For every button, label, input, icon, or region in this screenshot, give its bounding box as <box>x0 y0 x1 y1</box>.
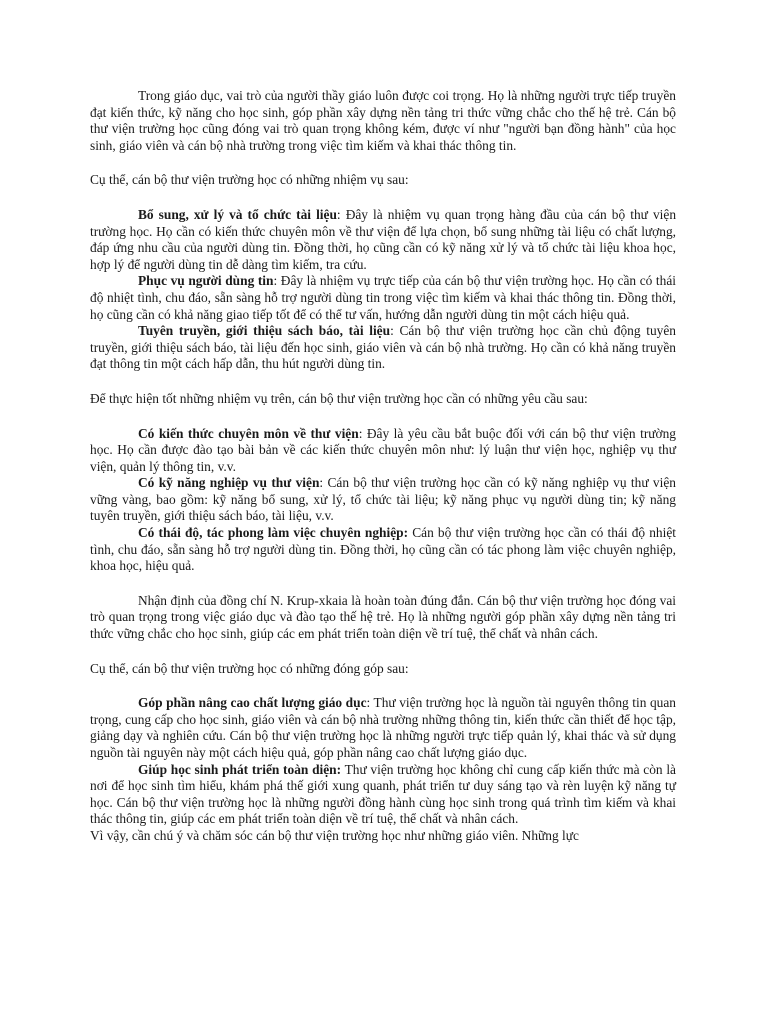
requirement-item <box>90 525 676 575</box>
contribution-item <box>90 695 676 761</box>
contribution-text: : Thư viện trường học là nguồn tài nguyên thông tin quan trọng, cung cấp cho học sinh, giáo viên và cán bộ nhà trường những thông tin, kiến thức cần thiết để học tập, giảng dạy và nghiên cứu. Cán bộ thư viện trường học là những người trực tiếp quản lý, khai thác và sử dụng nguồn tài nguyên này một cách hiệu quả, góp phần nâng cao chất lượng giáo dục. <box>90 695 676 760</box>
requirements-intro: Để thực hiện tốt những nhiệm vụ trên, cán bộ thư viện trường học cần có những yêu cầu sau: <box>90 390 588 406</box>
requirement-title: Có kỹ năng nghiệp vụ thư viện <box>138 475 320 491</box>
requirement-text: : Đây là yêu cầu bắt buộc đối với cán bộ thư viện trường học. Họ cần được đào tạo bài bản về các kiến thức chuyên môn như: lý luận thư viện học, nghiệp vụ thư viện, quản lý thông tin, v.v. <box>90 425 677 474</box>
duty-item <box>90 207 676 273</box>
intro-paragraph: Trong giáo dục, vai trò của người thầy giáo luôn được coi trọng. Họ là những người trực tiếp truyền đạt kiến thức, kỹ năng cho học sinh, góp phần xây dựng nền tảng tri thức vững chắc cho thế hệ trẻ. Cán bộ thư viện trường học cũng đóng vai trò quan trọng không kém, được ví như "người bạn đồng hành" của học sinh, giáo viên và cán bộ nhà trường trong việc tìm kiếm và khai thác thông tin. <box>90 88 676 153</box>
duty-title: Tuyên truyền, giới thiệu sách báo, tài liệu <box>138 323 391 339</box>
closing-paragraph: Vì vậy, cần chú ý và chăm sóc cán bộ thư viện trường học như những giáo viên. Những lực <box>90 827 579 843</box>
contributions-intro: Cụ thể, cán bộ thư viện trường học có những đóng góp sau: <box>90 660 409 676</box>
requirement-title: Có kiến thức chuyên môn về thư viện <box>138 425 359 441</box>
requirement-text: Cán bộ thư viện trường học cần có thái độ nhiệt tình, chu đáo, sẵn sàng hỗ trợ người dùng tin. Đồng thời, họ cũng cần có tác phong làm việc chuyên nghiệp, khoa học, hiệu quả. <box>90 525 676 574</box>
duty-item <box>90 273 676 323</box>
duty-text: : Cán bộ thư viện trường học cần chủ động tuyên truyền, giới thiệu sách báo, tài liệu đến học sinh, giáo viên và cán bộ nhà trường. Họ cần có khả năng truyền đạt thông tin một cách hấp dẫn, thu hút người dùng tin. <box>90 323 676 372</box>
duty-text: : Đây là nhiệm vụ trực tiếp của cán bộ thư viện trường học. Họ cần có thái độ nhiệt tình, chu đáo, sẵn sàng hỗ trợ người dùng tin trong việc tìm kiếm và khai thác thông tin. Đồng thời, họ cũng cần có khả năng giao tiếp tốt để có thể tư vấn, hướng dẫn người dùng tin một cách hiệu quả. <box>90 273 676 322</box>
contribution-item <box>90 762 676 828</box>
duties-intro: Cụ thể, cán bộ thư viện trường học có những nhiệm vụ sau: <box>90 172 409 188</box>
document-body <box>90 88 676 845</box>
contribution-title: Giúp học sinh phát triển toàn diện: <box>138 761 342 777</box>
contribution-text: Thư viện trường học không chỉ cung cấp kiến thức mà còn là nơi để học sinh tìm hiểu, khám phá thế giới xung quanh, phát triển tư duy sáng tạo và rèn luyện kỹ năng tự học. Cán bộ thư viện trường học là những người đồng hành cùng học sinh trong quá trình tìm kiếm và khai thác thông tin, giúp các em phát triển toàn diện về trí tuệ, thể chất và nhân cách. <box>90 761 677 827</box>
duty-title: Bổ sung, xử lý và tổ chức tài liệu <box>138 206 337 222</box>
assessment-paragraph: Nhận định của đồng chí N. Krup-xkaia là hoàn toàn đúng đắn. Cán bộ thư viện trường học đóng vai trò quan trọng trong việc giáo dục và đào tạo thế hệ trẻ. Họ là những người góp phần xây dựng nền tảng tri thức vững chắc cho học sinh, giúp các em phát triển toàn diện về trí tuệ, thể chất và nhân cách. <box>90 592 676 642</box>
duty-text: : Đây là nhiệm vụ quan trọng hàng đầu của cán bộ thư viện trường học. Họ cần có kiến thức chuyên môn về thư viện để lựa chọn, bổ sung những tài liệu có chất lượng, đáp ứng nhu cầu của người dùng tin. Đồng thời, họ cũng cần có kỹ năng xử lý và tổ chức tài liệu khoa học, hợp lý để người dùng tin dễ dàng tìm kiếm, tra cứu. <box>90 206 677 272</box>
requirement-text: : Cán bộ thư viện trường học cần có kỹ năng nghiệp vụ thư viện vững vàng, bao gồm: kỹ năng bổ sung, xử lý, tổ chức tài liệu; kỹ năng phục vụ người dùng tin; kỹ năng tuyên truyền, giới thiệu sách báo, tài liệu, v.v. <box>90 475 676 524</box>
requirement-title: Có thái độ, tác phong làm việc chuyên nghiệp: <box>138 525 409 541</box>
requirement-item <box>90 475 676 525</box>
requirement-item <box>90 426 676 476</box>
contribution-title: Góp phần nâng cao chất lượng giáo dục <box>138 695 367 711</box>
duty-title: Phục vụ người dùng tin <box>138 273 274 289</box>
duty-item <box>90 323 676 373</box>
